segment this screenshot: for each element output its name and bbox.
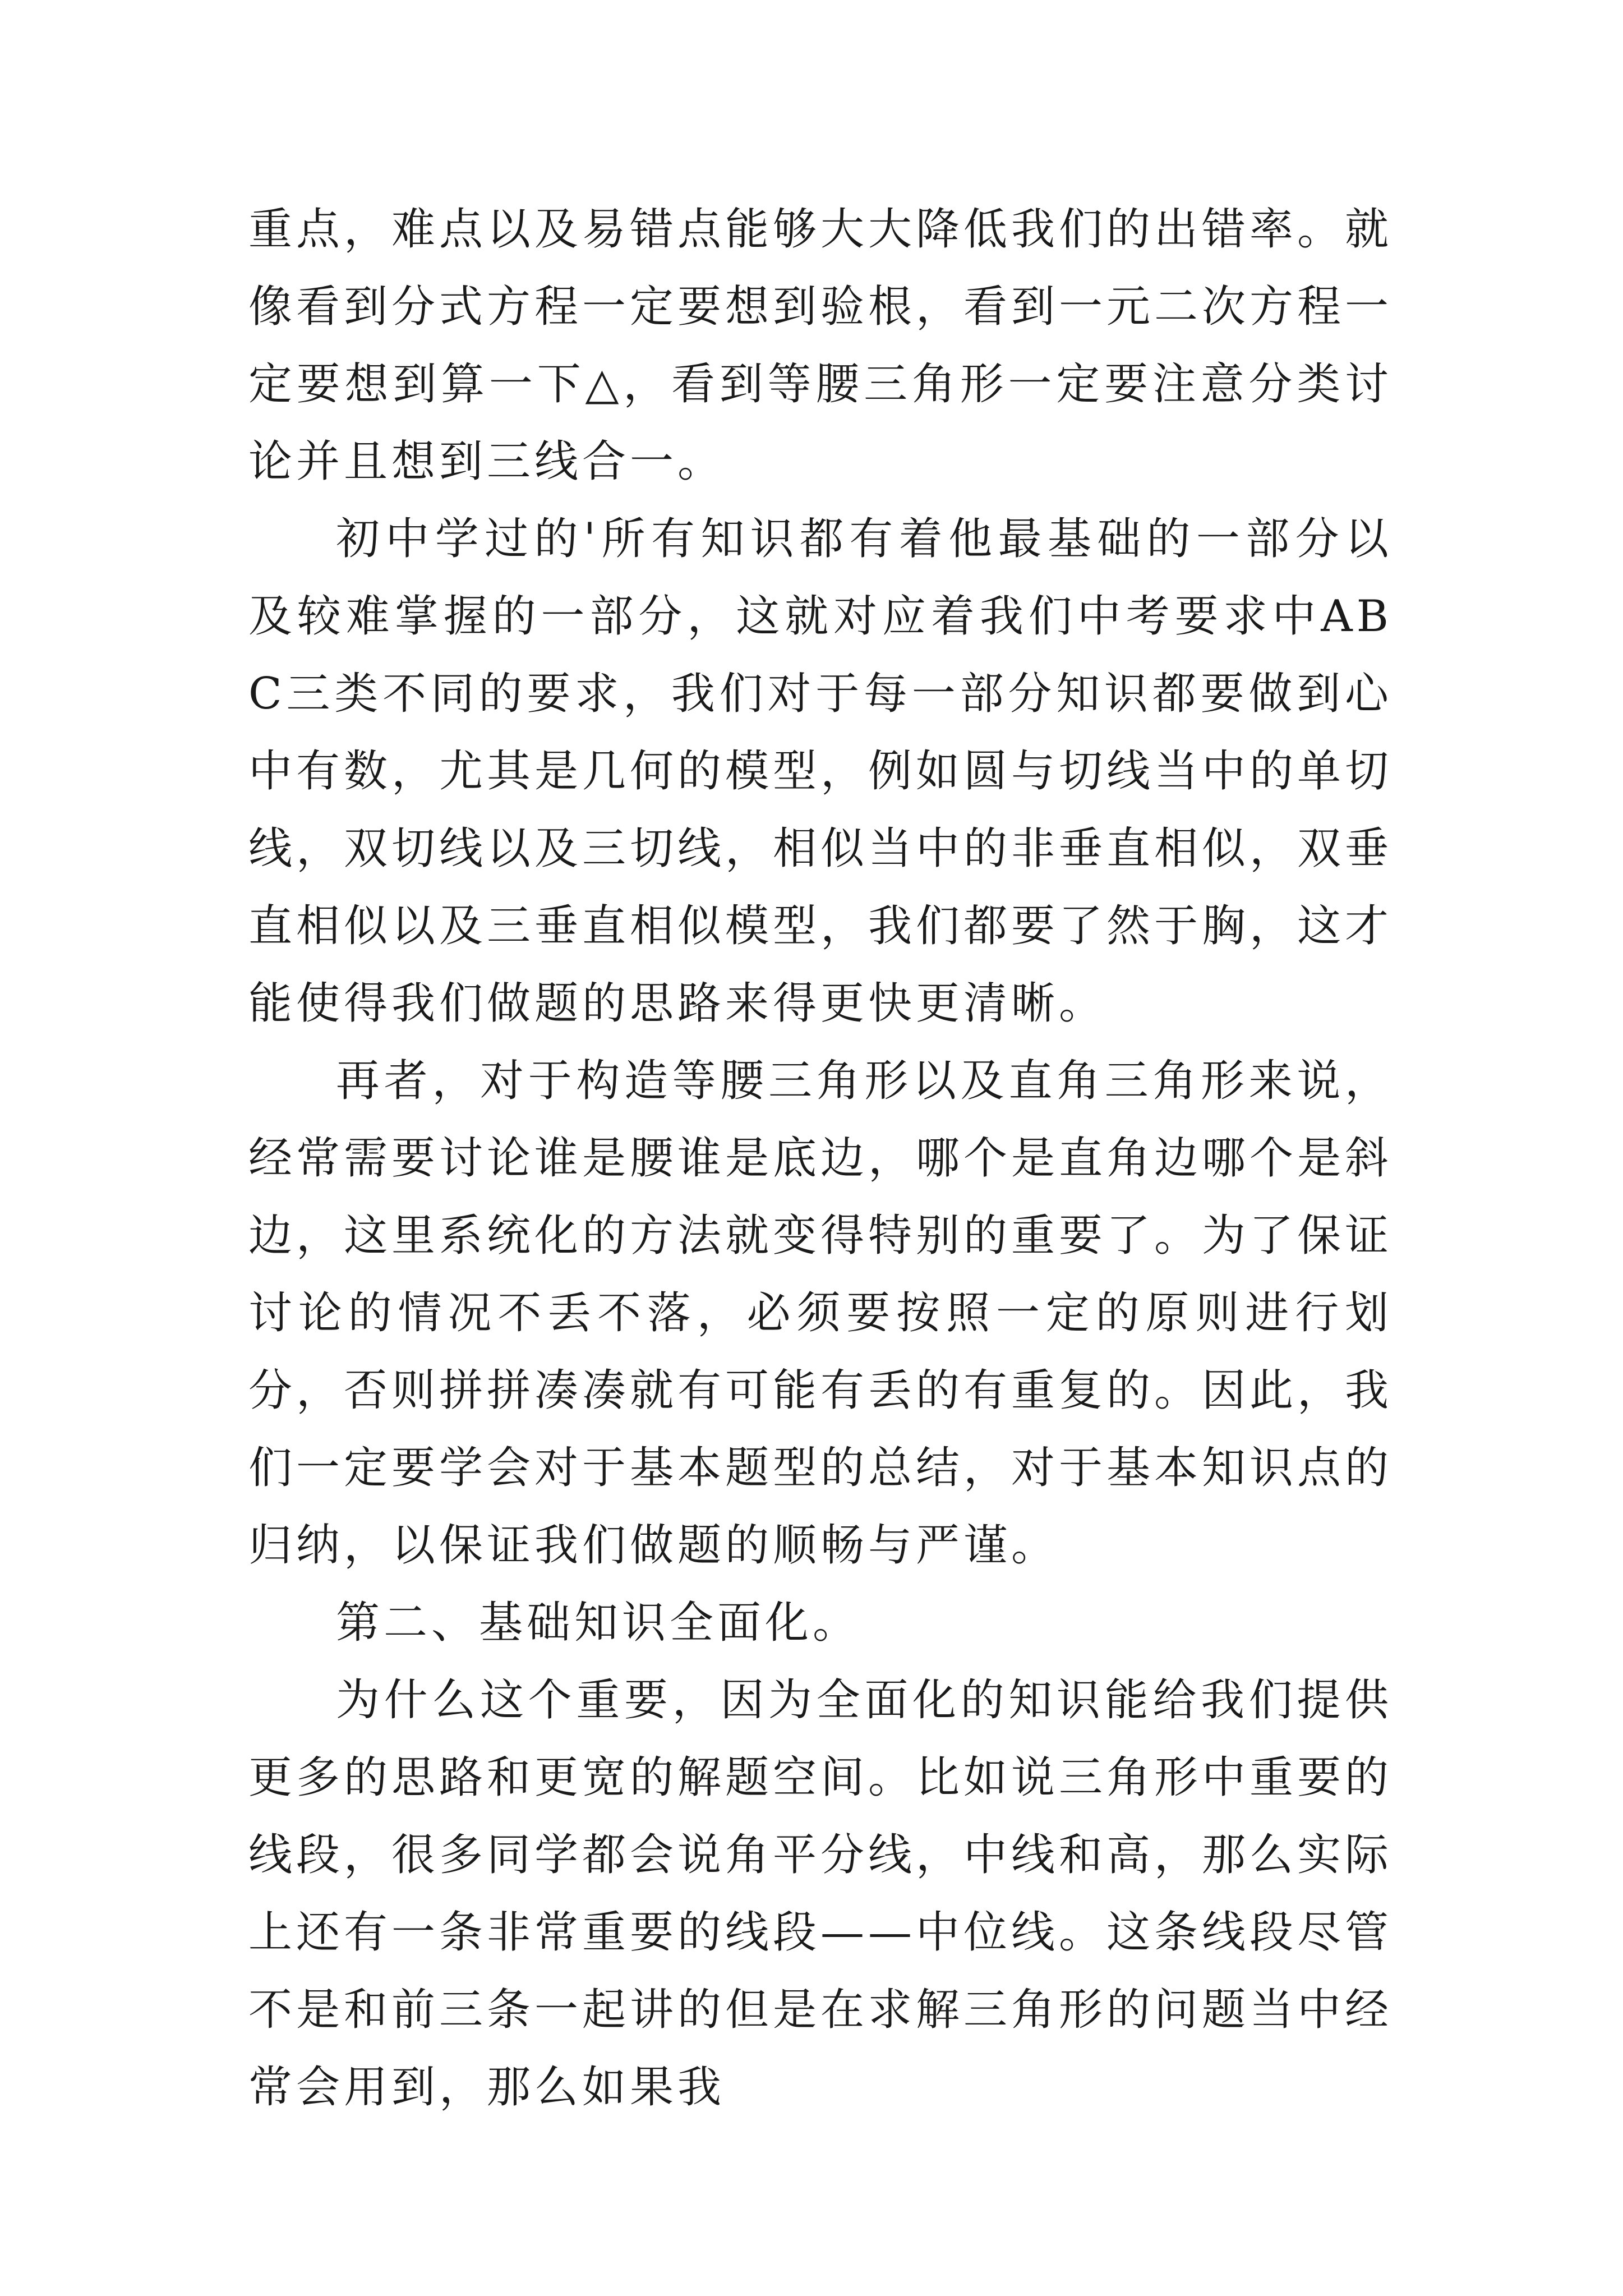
paragraph-comprehensive-knowledge: 为什么这个重要，因为全面化的知识能给我们提供更多的思路和更宽的解题空间。比如说三角形中重要的线段，很多同学都会说角平分线，中线和高，那么实际上还有一条非常重要的线段——中位线。这条线段尽管不是和前三条一起讲的但是在求解三角形的问题当中经常会用到，那么如果我 <box>248 1675 1393 2113</box>
paragraph-triangle-classification: 再者，对于构造等腰三角形以及直角三角形来说，经常需要讨论谁是腰谁是底边，哪个是直角边哪个是斜边，这里系统化的方法就变得特别的重要了。为了保证讨论的情况不丢不落，必须要按照一定的原则进行划分，否则拼拼凑凑就有可能有丢的有重复的。因此，我们一定要学会对于基本题型的总结，对于基本知识点的归纳，以保证我们做题的顺畅与严谨。 <box>248 1056 1393 1571</box>
paragraph-continued: 重点，难点以及易错点能够大大降低我们的出错率。就像看到分式方程一定要想到验根，看到一元二次方程一定要想到算一下△，看到等腰三角形一定要注意分类讨论并且想到三线合一。 <box>248 204 1393 487</box>
section-heading-second: 第二、基础知识全面化。 <box>336 1598 861 1648</box>
document-body <box>248 191 1393 2126</box>
paragraph-knowledge-levels: 初中学过的'所有知识都有着他最基础的一部分以及较难掌握的一部分，这就对应着我们中考要求中ABC三类不同的要求，我们对于每一部分知识都要做到心中有数，尤其是几何的模型，例如圆与切线当中的单切线，双切线以及三切线，相似当中的非垂直相似，双垂直相似以及三垂直相似模型，我们都要了然于胸，这才能使得我们做题的思路来得更快更清晰。 <box>248 514 1393 1029</box>
